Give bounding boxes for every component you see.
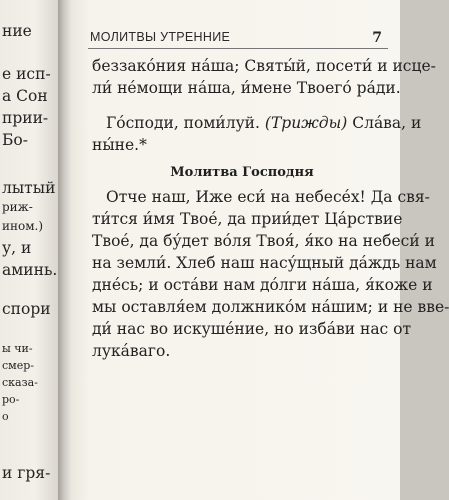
- header-rule: [88, 48, 388, 49]
- thrice-note: (Трижды): [264, 114, 348, 132]
- left-page-line: Бо-: [2, 131, 28, 149]
- lords-prayer-line: Отче наш, Иже еси́ на небесе́х! Да свя-: [106, 188, 430, 206]
- left-page-line: смер-: [2, 359, 34, 372]
- body-line: ны́не.*: [92, 136, 147, 154]
- left-page-line: аминь.: [2, 261, 58, 279]
- body-line: ли́ не́мощи на́ша, и́мене Твоего́ ра́ди.: [92, 79, 401, 97]
- left-page: [0, 0, 58, 500]
- left-page-line: спори: [2, 300, 51, 318]
- left-page-line: е исп-: [2, 65, 51, 83]
- body-line: беззако́ния на́ша; Святы́й, посети́ и исце-: [92, 57, 436, 75]
- left-page-line: лытый: [2, 179, 56, 197]
- right-page: [72, 0, 449, 500]
- lord-mercy-text: Го́споди, поми́луй.: [106, 114, 260, 132]
- left-page-line: прии-: [2, 109, 49, 127]
- lords-prayer-line: Твое́, да бу́дет во́ля Твоя́, я́ко на небеси́ и: [92, 232, 435, 250]
- lords-prayer-line: лука́ваго.: [92, 342, 171, 360]
- book-gutter: [58, 0, 72, 500]
- body-line-lord-mercy: [106, 114, 422, 132]
- left-page-line: ро-: [2, 393, 20, 406]
- left-page-line: ы чи-: [2, 342, 33, 355]
- lords-prayer-line: на земли́. Хлеб наш насу́щный да́ждь нам: [92, 254, 437, 272]
- left-page-line: риж-: [2, 200, 33, 214]
- left-page-line: у, и: [2, 239, 32, 257]
- lords-prayer-line: дне́сь; и оста́ви нам до́лги на́ша, я́коже и: [92, 276, 433, 294]
- left-page-line: ние: [2, 22, 32, 40]
- section-heading-lords-prayer: Молитва Господня: [170, 165, 314, 180]
- left-page-line: а Сон: [2, 87, 48, 105]
- glory-and-text: Сла́ва, и: [352, 114, 422, 132]
- left-page-line: ином.): [2, 219, 44, 233]
- lords-prayer-line: мы оставля́ем должнико́м на́шим; и не вве-: [92, 298, 449, 316]
- lords-prayer-line: ти́тся и́мя Твое́, да прии́дет Ца́рствие: [92, 210, 403, 228]
- lords-prayer-line: ди́ нас во искуше́ние, но изба́ви нас от: [92, 320, 412, 338]
- left-page-line: о: [2, 410, 9, 423]
- running-head: МОЛИТВЫ УТРЕННИЕ: [90, 30, 231, 44]
- page-number: 7: [372, 30, 382, 46]
- left-page-line: и гря-: [2, 464, 51, 482]
- left-page-line: сказа-: [2, 376, 38, 389]
